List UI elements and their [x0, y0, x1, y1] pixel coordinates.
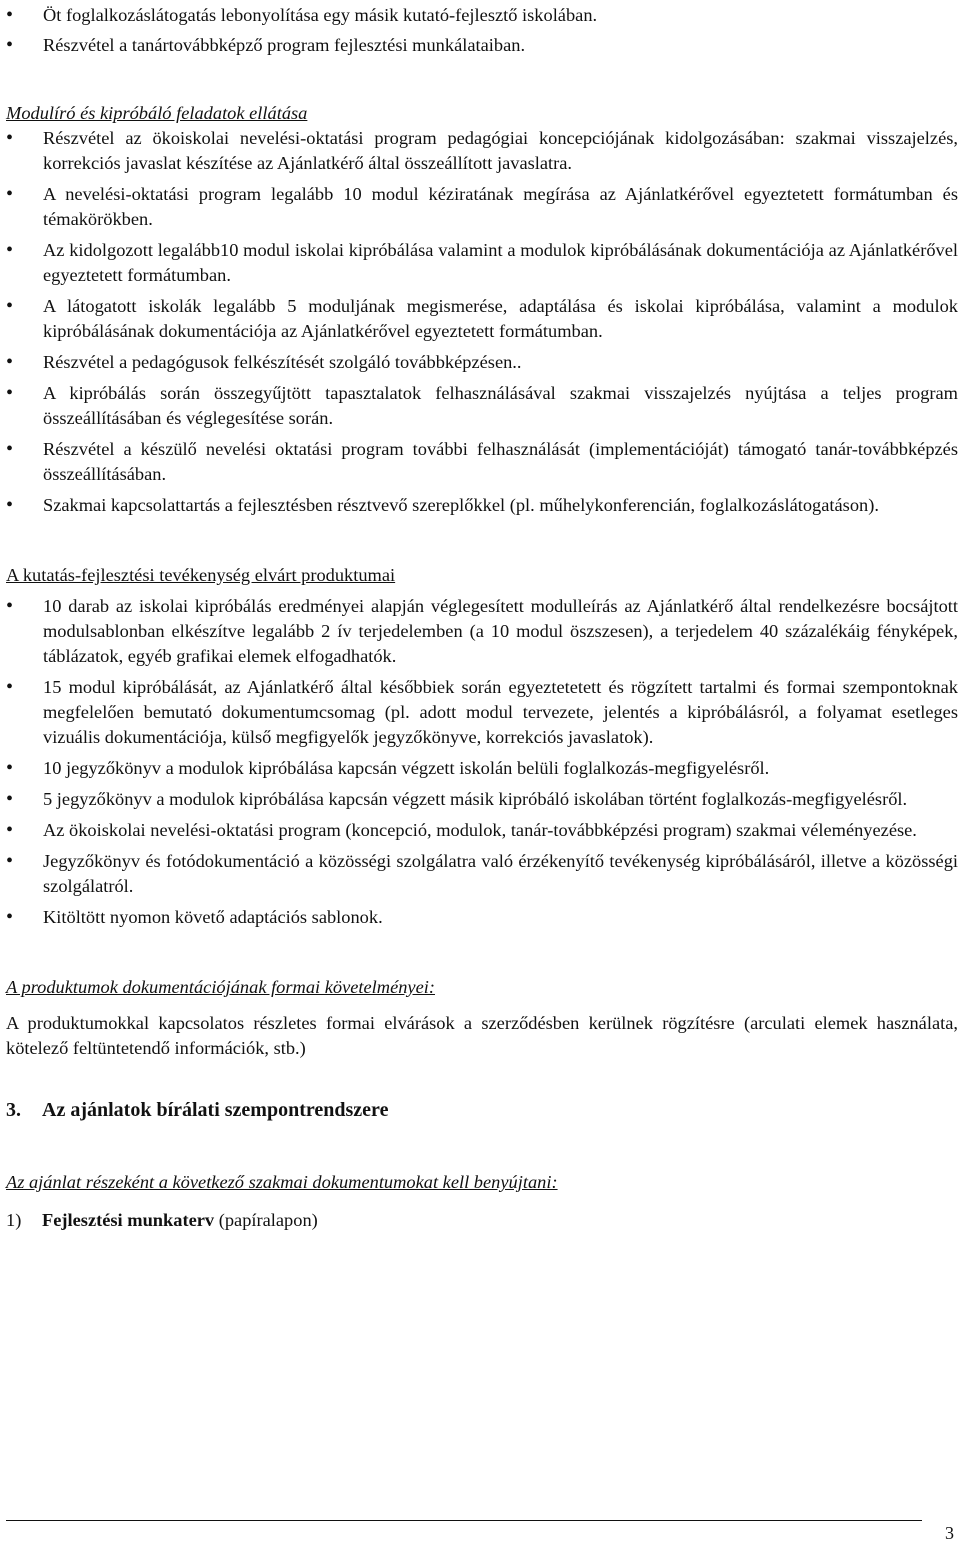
- list-item: • Részvétel a tanártovábbképző program fejlesztési munkálataiban.: [6, 33, 958, 58]
- produktumok-bullet-list: [6, 594, 958, 930]
- item-bold-text: Fejlesztési munkaterv: [42, 1210, 215, 1230]
- section-3-heading: [6, 1098, 958, 1123]
- list-item: • 10 jegyzőkönyv a modulok kipróbálása kapcsán végzett iskolán belüli foglalkozás-megfigyelésről.: [6, 756, 958, 781]
- list-item: • 10 darab az iskolai kipróbálás eredményei alapján véglegesített modulleírás az Ajánlatkérő által rendelkezésre bocsájtott modulsablonban elkészítve legalább 2 ív terjedelemben (a 10 modul öszszesen), a terjedelem 40 százalékáig fényképek, táblázatok, egyéb grafikai elemek elfogadhatók.: [6, 594, 958, 669]
- formai-paragraph: A produktumokkal kapcsolatos részletes formai elvárások a szerződésben kerülnek rögzítésre (arculati elemek használata, kötelező feltüntetendő információk, stb.): [6, 1013, 958, 1058]
- list-item: • 15 modul kipróbálását, az Ajánlatkérő által későbbiek során egyeztetetett és rögzített tartalmi és formai szempontoknak megfelelően bemutató dokumentumcsomag (pl. adott modul tervezete, jelentés a kipróbálásról, a folyamat esetleges vizuális dokumentációja, külső megfigyelők jegyzőkönyve, korrekciós javaslatok).: [6, 675, 958, 750]
- section-heading-formai: A produktumok dokumentációjának formai követelményei:: [6, 977, 435, 997]
- section-title: Az ajánlatok bírálati szempontrendszere: [42, 1099, 389, 1121]
- list-item: • Részvétel a készülő nevelési oktatási program további felhasználását (implementációját) támogató tanár-továbbképzés összeállításában.: [6, 437, 958, 487]
- list-item: • A kipróbálás során összegyűjtött tapasztalatok felhasználásával szakmai visszajelzés nyújtása a teljes program összeállításában és véglegesítése során.: [6, 381, 958, 431]
- footer-divider: [6, 1520, 922, 1521]
- modulir-bullet-list: [6, 126, 958, 518]
- item-number: 1): [6, 1210, 22, 1230]
- list-item: • Öt foglalkozáslátogatás lebonyolítása egy másik kutató-fejlesztő iskolában.: [6, 3, 958, 28]
- page-number: 3: [945, 1523, 954, 1543]
- list-item: • A látogatott iskolák legalább 5 moduljának megismerése, adaptálása és iskolai kipróbálása, valamint a modulok kipróbálásának dokumentációja az Ajánlatkérővel egyeztetett formátumban.: [6, 294, 958, 344]
- document-page: [6, 0, 958, 1233]
- section-heading-modulir: Modulíró és kipróbáló feladatok ellátása: [6, 103, 308, 123]
- list-item: • A nevelési-oktatási program legalább 10 modul kéziratának megírása az Ajánlatkérővel egyeztetett formátumban és témakörökben.: [6, 182, 958, 232]
- section-number: 3.: [6, 1099, 21, 1121]
- list-item: • Kitöltött nyomon követő adaptációs sablonok.: [6, 905, 958, 930]
- list-item: • 5 jegyzőkönyv a modulok kipróbálása kapcsán végzett másik kipróbáló iskolában történt foglalkozás-megfigyelésről.: [6, 787, 958, 812]
- list-item: • Részvétel az ökoiskolai nevelési-oktatási program pedagógiai koncepciójának kidolgozásában: szakmai visszajelzés, korrekciós javaslat készítése az Ajánlatkérő által összeállított javaslatra.: [6, 126, 958, 176]
- numbered-item: [6, 1208, 958, 1233]
- list-item: • Az kidolgozott legalább10 modul iskolai kipróbálása valamint a modulok kipróbálásának dokumentációja az Ajánlatkérővel egyeztetett formátumban.: [6, 238, 958, 288]
- top-bullet-list: [6, 3, 958, 58]
- list-item: • Szakmai kapcsolattartás a fejlesztésben résztvevő szereplőkkel (pl. műhelykonferencián, foglalkozáslátogatáson).: [6, 493, 958, 518]
- item-rest-text: (papíralapon): [214, 1210, 318, 1230]
- list-item: • Részvétel a pedagógusok felkészítését szolgáló továbbképzésen..: [6, 350, 958, 375]
- section-heading-ajanlat: Az ajánlat részeként a következő szakmai dokumentumokat kell benyújtani:: [6, 1172, 558, 1192]
- section-heading-produktumok: A kutatás-fejlesztési tevékenység elvárt produktumai: [6, 565, 396, 585]
- list-item: • Jegyzőkönyv és fotódokumentáció a közösségi szolgálatra való érzékenyítő tevékenység kipróbálásáról, illetve a közösségi szolgálatról.: [6, 849, 958, 899]
- list-item: • Az ökoiskolai nevelési-oktatási program (koncepció, modulok, tanár-továbbképzési program) szakmai véleményezése.: [6, 818, 958, 843]
